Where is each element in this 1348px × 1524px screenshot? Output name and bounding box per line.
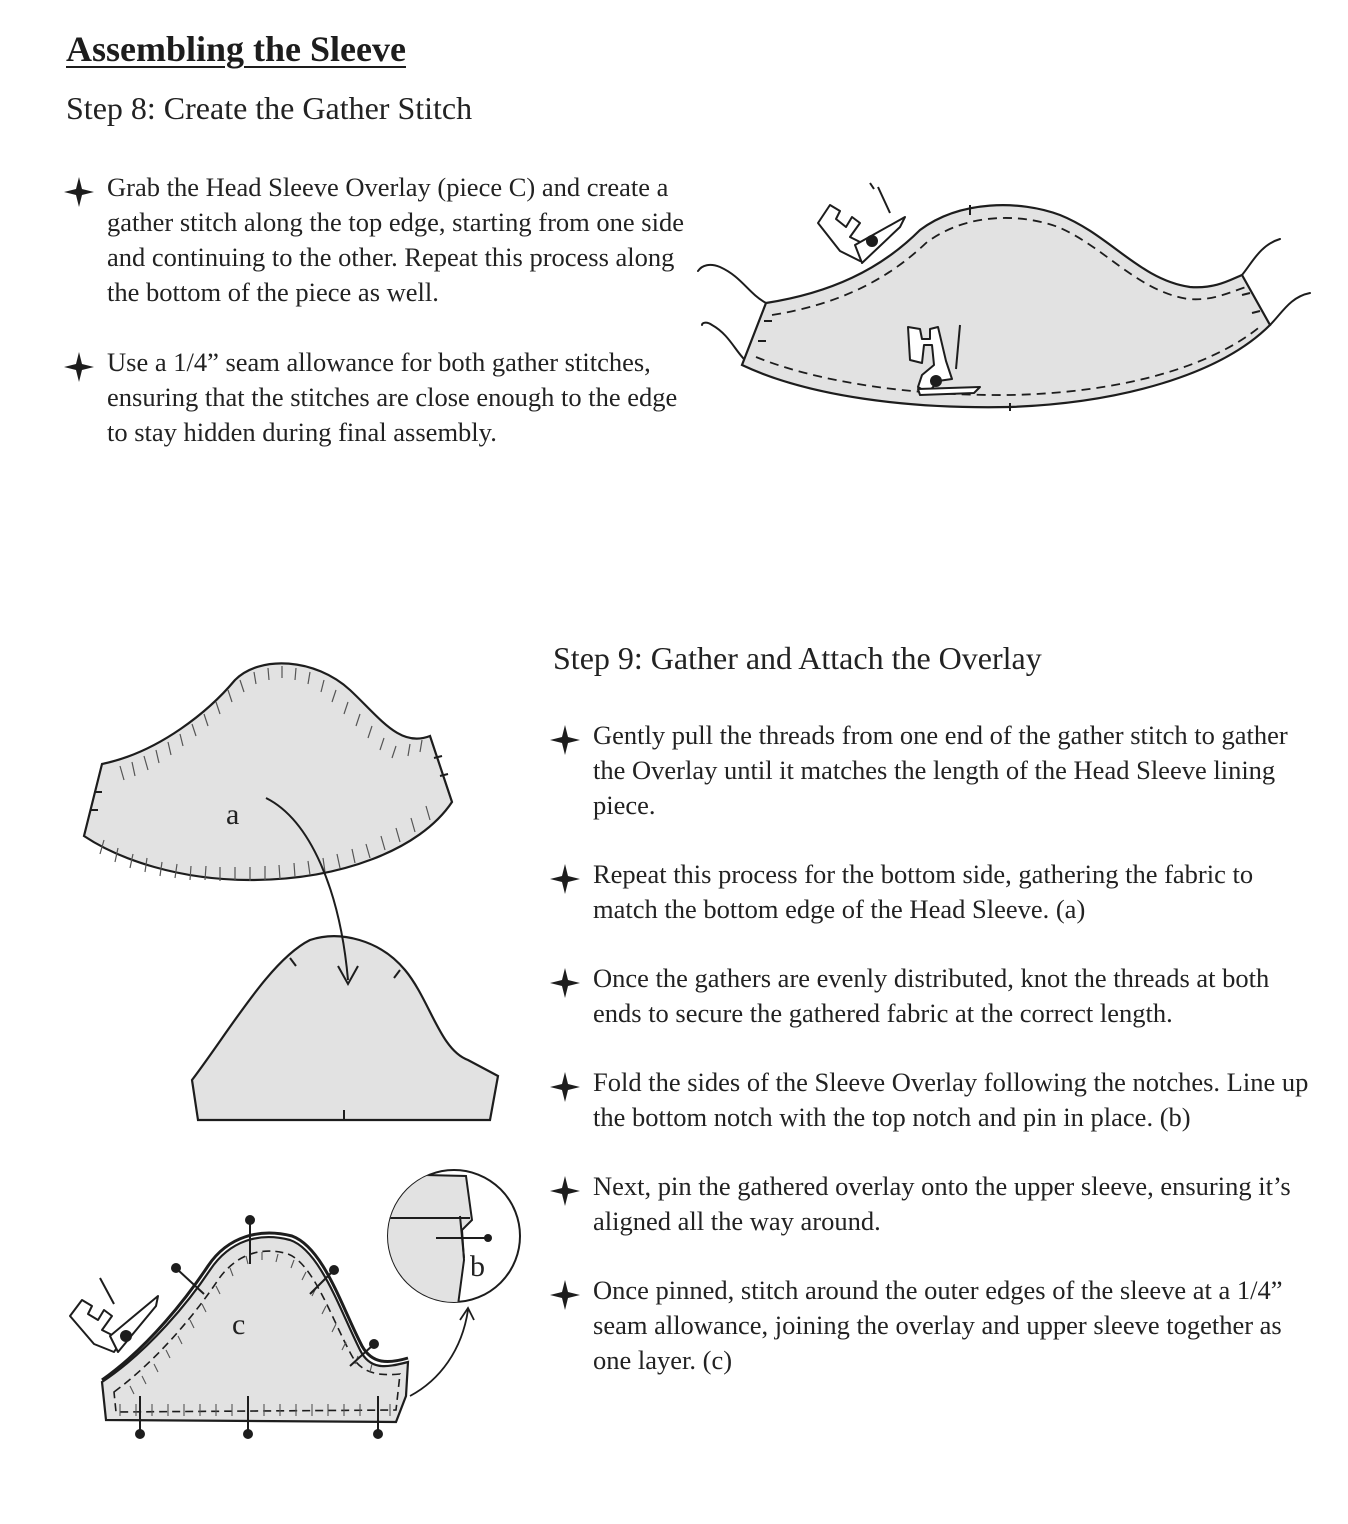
list-item [550, 857, 1310, 927]
list-item [550, 1169, 1310, 1239]
page-title: Assembling the Sleeve [66, 29, 406, 69]
gather-stitch-illustration [690, 175, 1330, 425]
star-bullet-icon [550, 1176, 580, 1206]
gather-overlay-illustration [60, 640, 530, 1140]
list-item [550, 718, 1310, 823]
list-item [64, 170, 694, 310]
list-item [550, 1065, 1310, 1135]
label-c: c [232, 1308, 246, 1341]
label-a: a [226, 798, 240, 831]
star-bullet-icon [550, 725, 580, 755]
step-9-list [550, 718, 1310, 1378]
list-item [550, 961, 1310, 1031]
thread-end-right-bottom [1270, 293, 1310, 325]
star-bullet-icon [550, 864, 580, 894]
star-bullet-icon [550, 1072, 580, 1102]
list-item [64, 345, 694, 450]
detail-b-circle [380, 1170, 520, 1320]
pin-stitch-illustration [60, 1160, 530, 1460]
bullet-text: Once the gathers are evenly distributed, knot the threads at both ends to secure the gathered fabric at the correct length. [593, 963, 1270, 1028]
star-bullet-icon [550, 1280, 580, 1310]
label-b: b [470, 1250, 485, 1283]
step-8-list [64, 170, 694, 450]
thread-end-left-bottom [702, 323, 748, 363]
head-sleeve-lining-piece [192, 936, 498, 1120]
star-bullet-icon [550, 968, 580, 998]
bullet-text: Repeat this process for the bottom side, gathering the fabric to match the bottom edge of the Head Sleeve. (a) [593, 859, 1254, 924]
presser-foot-icon [818, 183, 905, 263]
star-bullet-icon [64, 352, 94, 382]
thread-end-right-top [1242, 239, 1280, 275]
star-bullet-icon [64, 177, 94, 207]
step-8-heading: Step 8: Create the Gather Stitch [66, 90, 473, 126]
arrow-icon [410, 1310, 468, 1396]
step-9-heading: Step 9: Gather and Attach the Overlay [553, 640, 1042, 676]
bullet-text: Next, pin the gathered overlay onto the upper sleeve, ensuring it’s aligned all the way around. [593, 1171, 1291, 1236]
list-item [550, 1273, 1310, 1378]
upper-sleeve-piece [102, 1237, 408, 1422]
bullet-text: Use a 1/4” seam allowance for both gather stitches, ensuring that the stitches are close enough to the edge to stay hidden during final assembly. [107, 347, 678, 447]
bullet-text: Grab the Head Sleeve Overlay (piece C) and create a gather stitch along the top edge, starting from one side and continuing to the other. Repeat this process along the bottom of the piece as well. [107, 172, 684, 307]
bullet-text: Gently pull the threads from one end of the gather stitch to gather the Overlay until it matches the length of the Head Sleeve lining piece. [593, 720, 1288, 820]
thread-end-left-top [698, 265, 766, 303]
gathered-overlay-piece [84, 663, 452, 880]
presser-foot-icon [70, 1278, 158, 1352]
bullet-text: Fold the sides of the Sleeve Overlay following the notches. Line up the bottom notch with the top notch and pin in place. (b) [593, 1067, 1309, 1132]
bullet-text: Once pinned, stitch around the outer edges of the sleeve at a 1/4” seam allowance, joining the overlay and upper sleeve together as one layer. (c) [593, 1275, 1283, 1375]
